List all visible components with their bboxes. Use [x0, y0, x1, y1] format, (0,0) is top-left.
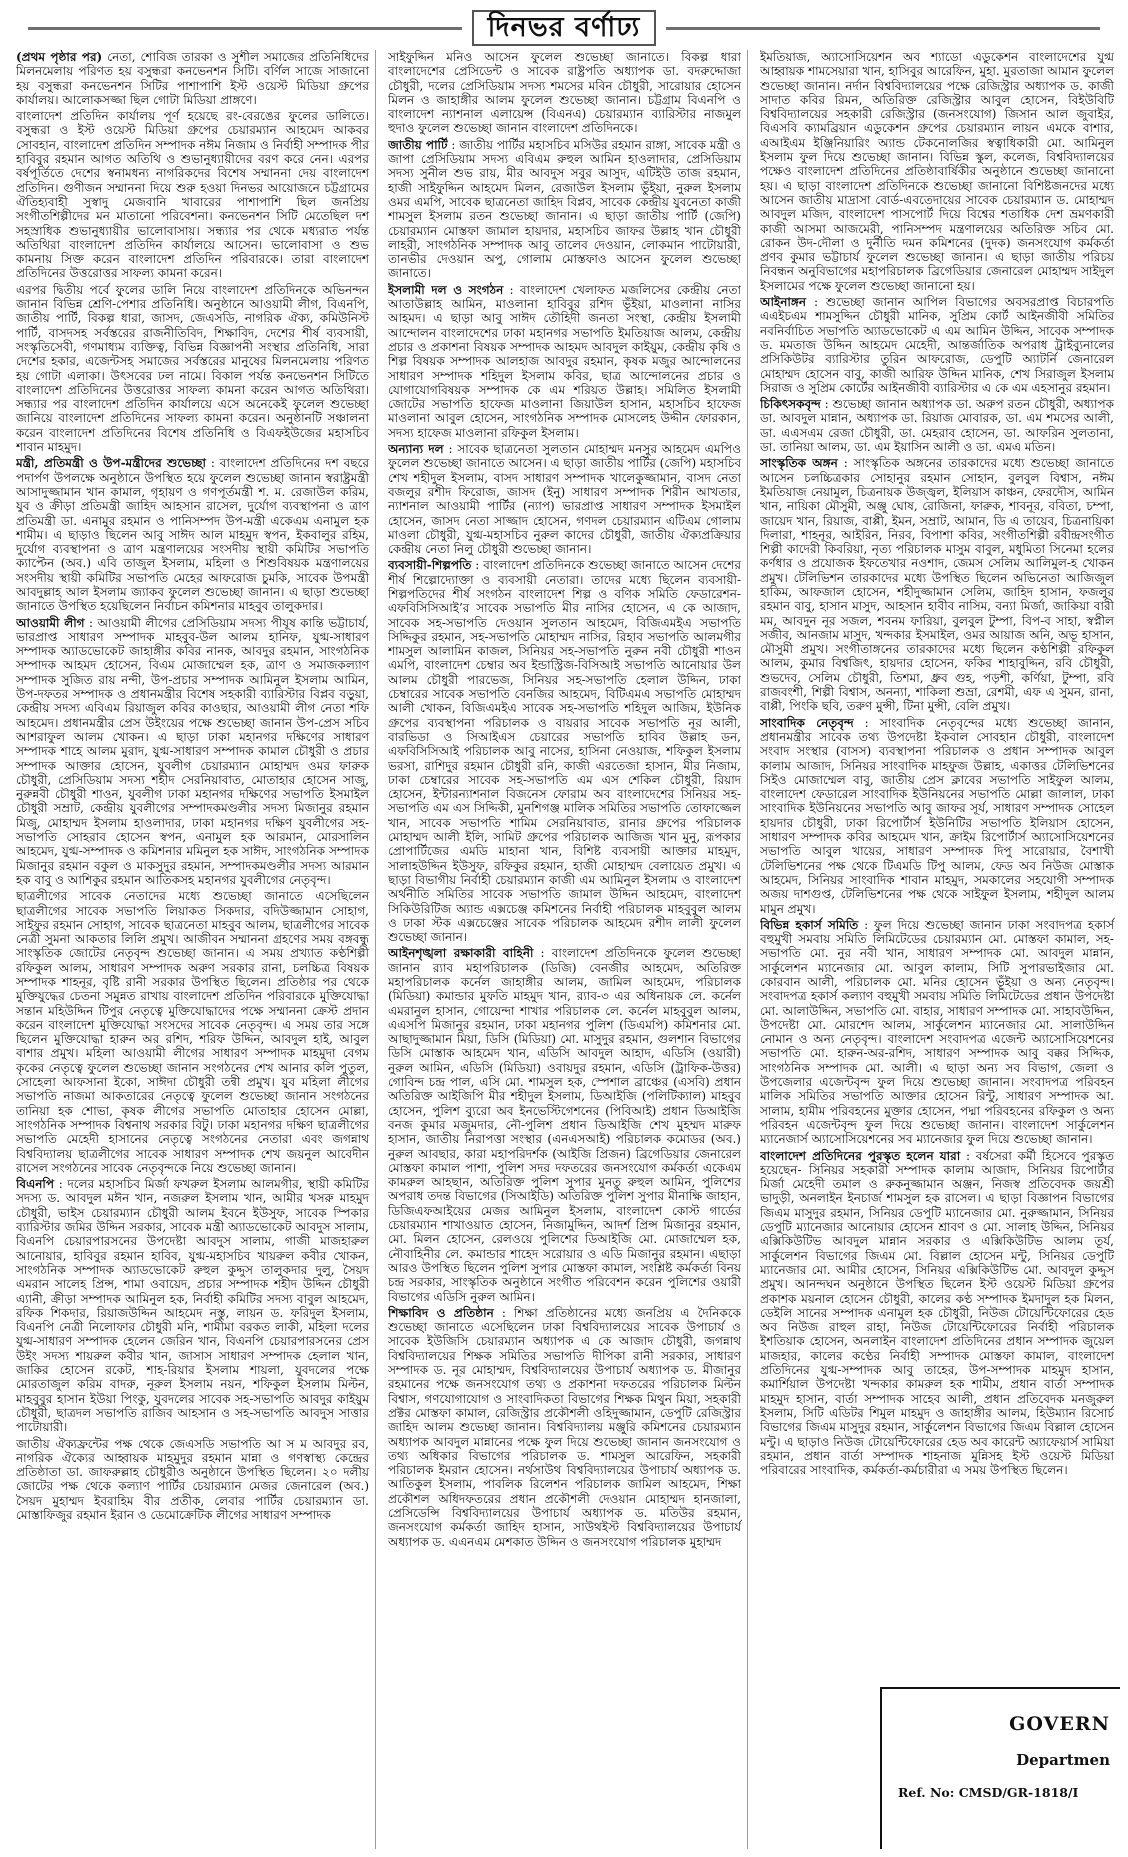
paragraph: বিভিন্ন হকার্স সমিতি : ফুল দিয়ে শুভেচ্ছা জানান ঢাকা সংবাদপত্র হকার্স বহুমুখী সমবায় সমিতি লিমিটেডের চেয়ারম্যান মো. মোস্তফা কামাল, সহ-সভাপতি মো. নুর নবী খান, সাধারণ সম্পাদক মো. আবদুল মান্নান, সার্কুলেশন ম্যানেজার মো. আবুল কালাম, সিটি সুপারভাইজার মো. কোরবান আলী, পরিচালক মো. মনির হোসেন ভূঁইয়া ও অন্য নেতৃবৃন্দ। সংবাদপত্র হকার্স কল্যাণ বহুমুখী সমবায় সমিতি লিমিটেডের প্রধান উপদেষ্টা মো. আলাউদ্দিন, সভাপতি মো. বাহার, সাধারণ সম্পাদক মো. সাহাবউদ্দিন, উপদেষ্টা মো. মোরশেদ আলম, সার্কুলেশন ম্যানেজার মো. সালাউদ্দিন নোমান ও অন্য নেতৃবৃন্দ। বাংলাদেশ সংবাদপত্র এজেন্ট অ্যাসোসিয়েশনের সভাপতি মো. হারুন-অর-রশিদ, সাধারণ সম্পাদক আবু বক্কর সিদ্দিক, সাংগঠনিক সম্পাদক মো. আলী। এ ছাড়া অন্য সব বিভাগ, জেলা ও উপজেলার এজেন্টবৃন্দ ফুল দিয়ে শুভেচ্ছা জানান। সংবাদপত্র পরিবহন মালিক সমিতির সভাপতি আক্তার হোসেন রিন্টু, সাধারণ সম্পাদক আ. সালাম, হামীম পরিবহনের মুক্তার হোসেন, পদ্মা পরিবহনের রফিকুল ও অন্য পরিবহন এজেন্টবৃন্দ ফুল দিয়ে শুভেচ্ছা জানান। বাংলাদেশ সার্কুলেশন ম্যানেজার্স অ্যাসোসিয়েশনের সব ম্যানেজার ফুল দিয়ে শুভেচ্ছা জানান।	[760, 917, 1115, 1147]
paragraph: আইনাঙ্গন : শুভেচ্ছা জানান আপিল বিভাগের অবসরপ্রাপ্ত বিচারপতি এএইচএম শামসুদ্দিন চৌধুরী মানিক, সুপ্রিম কোর্ট আইনজীবী সমিতির নবনির্বাচিত সভাপতি অ্যাডভোকেট এ এম আমিন উদ্দিন, সাবেক সম্পাদক ড. মমতাজ উদ্দিন আহমেদ মেহেদী, আন্তর্জাতিক অপরাধ ট্রাইব্যুনালের প্রসিকিউটর ব্যারিস্টার তুরিন আফরোজ, ডেপুটি অ্যাটর্নি জেনারেল মোহাম্মদ হোসেন বাবু, কাজী আরিফ উদ্দিন মানিক, শেখ সিরাজুল ইসলাম সিরাজ ও সুপ্রিম কোর্টের আইনজীবী ব্যারিস্টার এ কে এম এহসানুর রহমান।	[760, 295, 1114, 395]
paragraph: ব্যবসায়ী-শিল্পপতি : বাংলাদেশ প্রতিদিনকে শুভেচ্ছা জানাতে আসেন দেশের শীর্ষ শিল্পোদ্যোক্তা ও ব্যবসায়ী নেতারা। তাদের মধ্যে ছিলেন ব্যবসায়ী-শিল্পপতিদের শীর্ষ সংগঠন বাংলাদেশ শিল্প ও বণিক সমিতি ফেডারেশন-এফবিসিসিআই’র সাবেক সভাপতি মীর নাসির হোসেন, এ কে আজাদ, সাবেক সহ-সভাপতি দেওয়ান সুলতান আহমেদ, বিজিএমইএ সভাপতি সিদ্দিকুর রহমান, সহ-সভাপতি মোহাম্মদ নাসির, রিহাব সভাপতি আলমগীর শামসুল আলামিন কাজল, সিনিয়র সহ-সভাপতি নুরুন নবী চৌধুরী শাওন এমপি, বাংলাদেশ চেম্বার অব ইন্ডাস্ট্রিজ-বিসিআই সভাপতি আনোয়ার উল আলম চৌধুরী পারভেজ, সিনিয়র সহ-সভাপতি হেলাল উদ্দিন, ঢাকা চেম্বারের সাবেক সভাপতি বেনজির আহমেদ, বিটিএমএ সভাপতি মোহাম্মদ আলী খোকন, বিজিএমইএ সাবেক সহ-সভাপতি শহিদুল আজিম, ইউনিক গ্রুপের ব্যবস্থাপনা পরিচালক ও বায়রার সাবেক সভাপতি নূর আলী, বারভিডা ও সিআইএস চেয়ারের সভাপতি হাবিব উল্লাহ ডন, এফবিসিসিআই পরিচালক আবু নাসের, হাসিনা নেওয়াজ, শফিকুল ইসলাম ভরসা, রাশিদুর রহমান চৌধুরী রনি, কাজী এরতেজা হাসান, মীর নিজাম, ঢাকা চেম্বারের সাবেক সহ-সভাপতি এম এস শেকিল চৌধুরী, রিয়াদ হোসেন, ইন্টারন্যাশনাল বিজনেস ফোরাম অব বাংলাদেশের সিনিয়র সহ-সভাপতি এম এস সিদ্দিকী, মুনশিগঞ্জ মালিক সমিতির সভাপতি তোফাজ্জেল খান, সাবেক সভাপতি শামিম সেরনিয়াবাত, রানার গ্রুপের পরিচালক মোহাম্মদ আলী ইলি, সামিট গ্রুপের পরিচালক আজিজ খান মুনু, রূপকার প্রোপার্টিজের এমডি মাহানা খান, বিশিষ্ট ব্যবসায়ী আক্তার মাহমুদ, সালাহউদ্দিন ইউসুফ, রফিকুর রহমান, হাজী মোহাম্মদ বেলায়েত প্রমুখ। এ ছাড়া বিভাগীয় নির্বাহী চেয়ারম্যান কাজী এম আমিনুল ইসলাম ও বাংলাদেশ অর্থনীতি সমিতির সাবেক সভাপতি জামাল উদ্দিন আহমেদ, বাংলাদেশ সিকিউরিটিজ অ্যান্ড এক্সচেঞ্জ কমিশনের নির্বাহী পরিচালক মাহবুবুল আলম ও ঢাকা স্টক এক্সচেঞ্জের সাবেক পরিচালক আহমেদ রশীদ লালী ফুলেল শুভেচ্ছা জানান।	[388, 558, 741, 945]
notice-ref: Ref. No: CMSD/GR-1818/I	[898, 1785, 1079, 1800]
paragraph: সাইফুদ্দিন মনিও আসেন ফুলেল শুভেচ্ছা জানাতে। বিকল্প ধারা বাংলাদেশের প্রেসিডেন্ট ও সাবেক রাষ্ট্রপতি অধ্যাপক ডা. বদরুদ্দোজা চৌধুরী, দলের প্রেসিডিয়াম সদস্য শমসের মবিন চৌধুরী, সারোয়ার হোসেন মিলন ও জাহাঙ্গীর আলম ফুলেল শুভেচ্ছা জানান। চট্টগ্রাম বিএনপি ও বাংলাদেশ ন্যাশনাল এলায়েন্স (বিএনএ) চেয়ারম্যান ব্যারিস্টার নাজমুল হুদাও ফুলেল শুভেচ্ছা জানান বাংলাদেশ প্রতিদিনকে।	[388, 50, 741, 136]
section-label: ব্যবসায়ী-শিল্পপতি	[388, 558, 472, 573]
column-3	[760, 50, 1120, 1849]
section-masthead	[18, 10, 1110, 46]
paragraph: (প্রথম পৃষ্ঠার পর) নেতা, শোবিজ তারকা ও সুশীল সমাজের প্রতিনিধিদের মিলনমেলায় পরিণত হয় বসুন্ধরা কনভেনশন সিটি। বর্ণিল সাজে সাজানো হয় বসুন্ধরা কনভেনশন সিটির পাশাপাশি ইস্ট ওয়েস্ট মিডিয়া গ্রুপের কার্যালয়। আলোকসজ্জা ছিল গোটা মিডিয়া প্রাঙ্গণে।	[16, 50, 369, 107]
paragraph: আওয়ামী লীগ : আওয়ামী লীগের প্রেসিডিয়াম সদস্য পীযূষ কান্তি ভট্টাচার্য, ভারপ্রাপ্ত সাধারণ সম্পাদক মাহবুব-উল আলম হানিফ, যুগ্ম-সাধারণ সম্পাদক অ্যাডভোকেট জাহাঙ্গীর কবির নানক, আবদুর রহমান, সাংগঠনিক সম্পাদক আহমদ হোসেন, বিএম মোজাম্মেল হক, ত্রাণ ও সমাজকল্যাণ সম্পাদক সুজিত রায় নন্দী, উপ-প্রচার সম্পাদক আমিনুল ইসলাম আমিন, উপ-দফতর সম্পাদক ও প্রধানমন্ত্রীর বিশেষ সহকারী ব্যারিস্টার বিপ্লব বড়ুয়া, কেন্দ্রীয় সদস্য এবিএম রিয়াজুল কবির কাওছার, আওয়ামী লীগ নেতা শফি আহমেদ। প্রধানমন্ত্রীর প্রেস উইংয়ের পক্ষে শুভেচ্ছা জানান উপ-প্রেস সচিব আশরাফুল আলম খোকন। এ ছাড়া ঢাকা মহানগর দক্ষিণের সাধারণ সম্পাদক শাহে আলম মুরাদ, যুগ্ম-সাধারণ সম্পাদক কামাল চৌধুরী ও প্রচার সম্পাদক আক্তার হোসেন, যুবলীগ চেয়ারম্যান মোহাম্মদ ওমর ফারুক চৌধুরী, প্রেসিডিয়াম সদস্য শহীদ সেরনিয়াবাত, মোতাহার হোসেন সাজু, নুরুন্নবী চৌধুরী শাওন, যুবলীগ ঢাকা মহানগর দক্ষিণের সভাপতি ইসমাইল চৌধুরী সম্রাট, কেন্দ্রীয় যুবলীগের সম্পাদকমণ্ডলীর সদস্য মিজানুর রহমান মিজু, মোহাম্মদ ইসলাম হাওলাদার, ঢাকা মহানগর দক্ষিণ যুবলীগের সহ-সভাপতি সোহরাব হোসেন স্বপন, এনামুল হক আরমান, মোরসালিন আহমেদ, যুগ্ম-সম্পাদক ও কমিশনার মমিনুল হক সাঈদ, সাংগঠনিক সম্পাদক মিজানুর রহমান বকুল ও মাকসুদুর রহমান, সম্পাদকমণ্ডলীর সদস্য আরমান হক বাবু ও আশিকুর রহমান আতিকসহ মহানগর যুবলীগের নেতৃবৃন্দ।	[16, 615, 369, 887]
paragraph: আইনশৃঙ্খলা রক্ষাকারী বাহিনী : বাংলাদেশ প্রতিদিনকে ফুলেল শুভেচ্ছা জানান র‌্যাব মহাপরিচালক (ডিজি) বেনজীর আহমেদ, অতিরিক্ত মহাপরিচালক কর্নেল জাহাঙ্গীর আলম, জামিল আহমেদ, পরিচালক (মিডিয়া) কমান্ডার মুফতি মাহমুদ খান, র‌্যাব-৩ এর অধিনায়ক লে. কর্নেল এমরানুল হাসান, গোয়েন্দা শাখার পরিচালক লে. কর্নেল মাহবুবুল আলম, এএসপি মিজানুর রহমান, ঢাকা মহানগর পুলিশ (ডিএমপি) কমিশনার মো. আছাদুজ্জামান মিয়া, ডিসি (মিডিয়া) মো. মাসুদুর রহমান, গুলশান বিভাগের ডিসি মোস্তাক আহমেদ খান, এডিসি আবদুল আহাদ, এডিসি (ওয়ারী) নুরুল আমিন, এডিসি (মিডিয়া) ওবায়দুর রহমান, এডিসি (ট্রাফিক-উত্তর) গোবিন্দ চন্দ্র পাল, এসি মো. শামসুল হক, স্পেশাল ব্রাঞ্চের (এসবি) প্রধান অতিরিক্ত আইজিপি মীর শহীদুল ইসলাম, ডিআইজি (পলিটিক্যাল) মাহবুব হোসেন, পুলিশ ব্যুরো অব ইনভেস্টিগেশনের (পিবিআই) প্রধান ডিআইজি বনজ কুমার মজুমদার, নৌ-পুলিশ প্রধান ডিআইজি শেখ মুহম্মদ মারুফ হাসান, জাতীয় নিরাপত্তা সংস্থার (এনএসআই) পরিচালক কমোডর (অব.) নুরুল আবছার, কারা মহাপরিদর্শক (আইজি প্রিজন) ব্রিগেডিয়ার জেনারেল মোস্তফা কামাল পাশা, পুলিশ সদর দফতরের জনসংযোগ কর্মকর্তা একেএম কামরুল আহছান, অতিরিক্ত পুলিশ সুপার মুনতু রুহুল আমিন, পুলিশের অপরাধ তদন্ত বিভাগের (সিআইডি) অতিরিক্ত পুলিশ সুপার মীনাক্ষি জাহান, ডিজিএফআইয়ের মেজর আমিনুল ইসলাম, বাংলাদেশ কোস্ট গার্ডের চেয়ারম্যান শাখাওয়াত হোসেন, নিজামুদ্দিন, আদর্শ প্রিন্স মিজানুর রহমান, মো. মিলন হোসেন, রেলওয়ে পুলিশের ডিআইজি মো. মোজাম্মেল হক, নৌবাহিনীর লে. কমান্ডার শাহেদ সরোয়ার ও এডি মিজানুর রহমান। এছাড়া আরও উপস্থিত ছিলেন পুলিশ সুপার মোস্তফা কামাল, সংশ্লিষ্ট কর্মকর্তা বিনয় চন্দ্র সরকার, সাংস্কৃতিক অনুষ্ঠানে সংগীত পরিবেশন করেন পুলিশের ওয়ারী বিভাগের এডিসি নুরুল আমিন।	[388, 946, 742, 1304]
paragraph: ইমতিয়াজ, অ্যাসোসিয়েশন অব শ্যাডো এডুকেশন বাংলাদেশের যুগ্ম আহ্বায়ক শামসেয়ারা খান, হাসিবুর আরেফিন, মুহা. মুরতাজা আমান ফুলেল শুভেচ্ছা জানান। নর্দান বিশ্ববিদ্যালয়ের পক্ষে রেজিস্ট্রার অধ্যাপক ড. কাজী সাদাত কবির রিমন, অতিরিক্ত রেজিস্ট্রার আবুল হোসেন, বিইউবিটি বিশ্ববিদ্যালয়ের সহকারী রেজিস্ট্রার (জনসংযোগ) জিসান আল জুবাইর, বিএসবি ক্যামব্রিয়ান এডুকেশন গ্রুপের চেয়ারম্যান লায়ন এমকে বাশার, এআইএম ইঞ্জিনিয়ারিং অ্যান্ড টেকনোলজির স্বত্বাধিকারী মো. আমিনুল ইসলাম ফুল দিয়ে শুভেচ্ছা জানান। বিভিন্ন স্কুল, কলেজ, বিশ্ববিদ্যালয়ের পক্ষেও বাংলাদেশ প্রতিদিনের প্রতিষ্ঠাবার্ষিকীর অনুষ্ঠানে শুভেচ্ছা জানানো হয়। এ ছাড়া বাংলাদেশ প্রতিদিনকে শুভেচ্ছা জানানো বিশিষ্টজনদের মধ্যে আসেন জাতীয় মাদ্রাসা বোর্ড-এবতেদায়ের সাবেক চেয়ারম্যান ড. মোহাম্মদ আবদুল মজিদ, বাংলাদেশ পাসপোর্ট দিয়ে বিশ্বের শতাধিক দেশ ভ্রমণকারী কাজী আসমা আজমেরী, পানিসম্পদ মন্ত্রণালয়ের অতিরিক্ত সচিব মো. রোকন উদ-দৌলা ও দুর্নীতি দমন কমিশনের (দুদক) জনসংযোগ কর্মকর্তা প্রণব কুমার ভট্টাচার্য ফুলেল শুভেচ্ছা জানান। এ ছাড়া জাতীয় পরিচয় নিবন্ধন অনুবিভাগের মহাপরিচালক ব্রিগেডিয়ার জেনারেল মোহাম্মদ সাইদুল ইসলামের পক্ষে ফুলেল শুভেচ্ছা জানানো হয়।	[760, 50, 1114, 293]
section-label: চিকিৎসকবৃন্দ	[760, 397, 821, 412]
paragraph: মন্ত্রী, প্রতিমন্ত্রী ও উপ-মন্ত্রীদের শুভেচ্ছা : বাংলাদেশ প্রতিদিনের দশ বছরে পদার্পণ উপলক্ষে অনুষ্ঠানে উপস্থিত হয়ে ফুলেল শুভেচ্ছা জানান স্বরাষ্ট্রমন্ত্রী আসাদুজ্জামান খান কামাল, গৃহায়ণ ও গণপূর্তমন্ত্রী শ. ম. রেজাউল করিম, যুব ও ক্রীড়া প্রতিমন্ত্রী জাহিদ আহসান রাসেল, দুর্যোগ ব্যবস্থাপনা ও ত্রাণ প্রতিমন্ত্রী ডা. এনামুর রহমান ও পানিসম্পদ উপ-মন্ত্রী একেএম এনামুল হক শামীম। এ ছাড়াও ছিলেন আবু সাঈদ আল মাহমুদ স্বপন, ইকবালুর রহিম, দুর্যোগ ব্যবস্থাপনা ও ত্রাণ মন্ত্রণালয়ের সংসদীয় স্থায়ী কমিটির সভাপতি ক্যাপ্টেন (অব.) এবি তাজুল ইসলাম, মহিলা ও শিশুবিষয়ক মন্ত্রণালয়ের সংসদীয় স্থায়ী কমিটির সভাপতি মেহের আফরোজ চুমকি, সাবেক উপমন্ত্রী আবদুল্লাহ আল ইসলাম জ্যাকব ফুলেল শুভেচ্ছা জানান। এ ছাড়া শুভেচ্ছা জানাতে উপস্থিত হয়েছিলেন নির্বাচন কমিশনার মাহবুব তালুকদার।	[16, 456, 369, 614]
column-2	[388, 50, 748, 1849]
paragraph: শিক্ষাবিদ ও প্রতিষ্ঠান : শিক্ষা প্রতিষ্ঠানের মধ্যে জনপ্রিয় এ দৈনিককে শুভেচ্ছা জানাতে এসেছিলেন ঢাকা বিশ্ববিদ্যালয়ের সাবেক উপাচার্য ও সাবেক ইউজিসি চেয়ারম্যান অধ্যাপক এ কে আজাদ চৌধুরী, জগন্নাথ বিশ্ববিদ্যালয়ের শিক্ষক সমিতির সভাপতি দীপিকা রানী সরকার, সাধারণ সম্পাদক ড. নূর মোহাম্মদ, বিশ্ববিদ্যালয়ের উপাচার্য অধ্যাপক ড. মীজানুর রহমানের পক্ষে জনসংযোগ তথ্য ও প্রকাশনা দফতরের পরিচালক মিল্টন বিশ্বাস, গণযোগাযোগ ও সাংবাদিকতা বিভাগের শিক্ষক মিথুন মিয়া, সহকারী প্রক্টর মোস্তফা কামাল, রেজিস্ট্রার প্রকৌশলী ওহিদুজ্জামান, ডেপুটি রেজিস্ট্রার জাহিদ আলম শুভেচ্ছা জানান। বিশ্ববিদ্যালয় মঞ্জুরি কমিশনের চেয়ারম্যান অধ্যাপক আবদুল মান্নানের পক্ষে ফুল দিয়ে শুভেচ্ছা জানান জনসংযোগ ও তথ্য অধিকার বিভাগের পরিচালক ড. শামসুল আরেফিন, সহকারী পরিচালক ইমরান হোসেন। নর্থসাউথ বিশ্ববিদ্যালয়ের উপাচার্য অধ্যাপক ড. আতিকুল ইসলাম, পাবলিক রিলেশন পরিচালক জামিল আহমেদ, শিক্ষা প্রকৌশল অধিদফতরের প্রধান প্রকৌশলী দেওয়ান মোহাম্মদ হানজালা, প্রেসিডেন্সি বিশ্ববিদ্যালয়ের উপাচার্য অধ্যাপক ড. মতিউর রহমান, জনসংযোগ কর্মকর্তা জাহিদ হাসান, সাউথইস্ট বিশ্ববিদ্যালয়ের উপাচার্য অধ্যাপক ড. এএনএম মেশকাত উদ্দিন ও জনসংযোগ পরিচালক মুহাম্মদ	[388, 1305, 741, 1549]
paragraph: ইসলামী দল ও সংগঠন : বাংলাদেশ খেলাফত মজলিসের কেন্দ্রীয় নেতা আতাউল্লাহ আমিন, মাওলানা হাবিবুর রশিদ ভূঁইয়া, মাওলানা নাসির আহমদ। এ ছাড়া আবু সাঈদ তৌহিদী জনতা সংস্থা, কেন্দ্রীয় ইসলামী আন্দোলন বাংলাদেশের ঢাকা মহানগর সভাপতি ইমতিয়াজ আলম, কেন্দ্রীয় প্রচার ও প্রকাশনা বিষয়ক সম্পাদক আহমদ আবদুল কাইয়ুম, কেন্দ্রীয় কৃষি ও শিল্প বিষয়ক সম্পাদক আলহাজ আবদুর রহমান, কৃষক মজুর আন্দোলনের সাধারণ সম্পাদক শহিদুল ইসলাম কবির, ছাত্র আন্দোলনের প্রচার ও যোগাযোগবিষয়ক সম্পাদক কে এম শরিয়ত উল্লাহ। সমিলিত ইসলামী জোটের সভাপতি হাফেজ মাওলানা জিয়াউল হাসান, মহাসচিব হাফেজ মাওলানা আবুল হোসেন, সাংগঠনিক সম্পাদক মোসলেহ উদ্দীন ফোরকান, সদস্য হাফেজ মাওলানা রফিকুল ইসলাম।	[388, 282, 741, 440]
headline: দিনভর বর্ণাঢ্য	[472, 10, 657, 46]
section-label: বিএনপি	[16, 1177, 54, 1192]
section-label: সাংবাদিক নেতৃবৃন্দ	[760, 715, 854, 730]
paragraph: বিএনপি : দলের মহাসচিব মির্জা ফখরুল ইসলাম আলমগীর, স্থায়ী কমিটির সদস্য ড. আবদুল মঈন খান, নজরুল ইসলাম খান, আমীর খসরু মাহমুদ চৌধুরী, ভাইস চেয়ারম্যান চৌধুরী আলম ইবনে ইউসুফ, সাবেক স্পিকার ব্যারিস্টার জমির উদ্দিন সরকার, সাবেক মন্ত্রী অ্যাডভোকেট আবদুস সালাম, বিএনপি চেয়ারপারসনের উপদেষ্টা আবদুস সালাম, গাজী মাজহারুল আনোয়ার, হাবিবুর রহমান হাবিব, যুগ্ম-মহাসচিব খায়রুল কবীর খোকন, সাংগঠনিক সম্পাদক অ্যাডভোকেট রুহুল কুদ্দুস তালুকদার দুলু, সৈয়দ এমরান সালেহ প্রিন্স, শামা ওবায়েদ, প্রচার সম্পাদক শহীদ উদ্দিন চৌধুরী এ্যানী, ক্রীড়া সম্পাদক আমিনুল হক, নির্বাহী কমিটির সদস্য বাবুল আহমেদ, রফিক শিকদার, রিয়াজউদ্দিন আহমেদ নস্তু, লায়ন ড. ফরিদুল ইসলাম, বিএনপি নেত্রী নিলোফার চৌধুরী মনি, শামীমা বরকত লাকী, মহিলা দলের যুগ্ম-সাধারণ সম্পাদক হেলেন জেরিন খান, বিএনপি চেয়ারপারসনের প্রেস উইং সদস্য শায়রুল কবীর খান, জাসাস সাধারণ সম্পাদক হেলাল খান, জাকির হোসেন রকেট, শাহ-রিয়ার ইসলাম শায়লা, যুবদলের পক্ষে মোরতাজুল করিম বাদরু, নূরুল ইসলাম নয়ন, শফিকুল ইসলাম মিল্টন, মাহবুবুর হাসান ইউয়া পিংকু, যুবদলের সাবেক সহ-সভাপতি আবদুর কাইয়ুম চৌধুরী, ছাত্রদল সভাপতি রাজিব আহসান ও সহ-সভাপতি আবদুস সাত্তার পাটোয়ারী।	[16, 1177, 369, 1435]
section-label: সাংস্কৃতিক অঙ্গন	[760, 456, 838, 471]
paragraph: বাংলাদেশ প্রতিদিন কার্যালয় পূর্ণ হয়েছে রং-বেরঙের ফুলের ডালিতে। বসুন্ধরা ও ইস্ট ওয়েস্ট মিডিয়া গ্রুপের চেয়ারম্যান আহমেদ আকবর সোবহান, বাংলাদেশ প্রতিদিন সম্পাদক নঈম নিজাম ও নির্বাহী সম্পাদক পীর হাবিবুর রহমান আগত অতিথি ও শুভানুধ্যায়ীদের বরণ করে নেন। এরপর বর্ষপূর্তিতে দেশের স্বনামধন্য নাগরিকদের বিশেষ সম্মাননা দেয় বাংলাদেশ প্রতিদিন। গুণীজন সম্মাননা দিয়ে শুরু হওয়া দিনভর আয়োজনে চট্টগ্রামের ঐতিহ্যবাহী সুস্বাদু মেজবানি খাবারের পাশাপাশি ছিল জনপ্রিয় সংগীতশিল্পীদের মন মাতানো পরিবেশনা। কনভেনশন সিটি মেতেছিল দশ সহস্রাধিক শুভানুধ্যায়ীর ভালোবাসায়। সন্ধ্যার পর থেকে মধ্যরাত পর্যন্ত অতিথিরা বাংলাদেশ প্রতিদিন কার্যালয়ে আসেন। ভালোবাসা ও শুভ কামনায় সিক্ত করেন বাংলাদেশ প্রতিদিন পরিবারকে। তারা বাংলাদেশ প্রতিদিনের উত্তরোত্তর সাফল্য কামনা করেন।	[16, 109, 369, 281]
section-label: মন্ত্রী, প্রতিমন্ত্রী ও উপ-মন্ত্রীদের শুভেচ্ছা	[16, 456, 206, 471]
column-1	[16, 50, 376, 1849]
section-label: ইসলামী দল ও সংগঠন	[388, 282, 504, 297]
jump-label: (প্রথম পৃষ্ঠার পর)	[16, 50, 103, 64]
notice-department: Departmen	[1016, 1751, 1110, 1769]
section-label: অন্যান্য দল	[388, 442, 444, 457]
notice-org: GOVERN	[1009, 1713, 1110, 1735]
section-label: বাংলাদেশ প্রতিদিনের পুরস্কৃত হলেন যারা	[760, 1148, 961, 1163]
government-notice-box	[880, 1687, 1120, 1849]
paragraph: চিকিৎসকবৃন্দ : শুভেচ্ছা জানান অধ্যাপক ডা. অরুপ রতন চৌধুরী, অধ্যাপক ডা. আবদুল মান্নান, অধ্যাপক ডা. রিয়াজ মোবারক, ডা. এম শমসের আলী, ডা. এএসএম রেজা চৌধুরী, ডা. মেহরাব হোসেন, ডা. আফরিন সুলতানা, ডা. তানিয়া আলম, ডা. এম ইয়াসিন আলী ও ডা. এমএ মতিন।	[760, 397, 1114, 455]
paragraph: সাংবাদিক নেতৃবৃন্দ : সাংবাদিক নেতৃবৃন্দের মধ্যে শুভেচ্ছা জানান, প্রধানমন্ত্রীর সাবেক তথ্য উপদেষ্টা ইকবাল সোবহান চৌধুরী, বাংলাদেশ সংবাদ সংস্থার (বাসস) ব্যবস্থাপনা পরিচালক ও প্রধান সম্পাদক আবুল কালাম আজাদ, সিনিয়র সাংবাদিক মাহফুজ উল্লাহ, একাত্তর টেলিভিশনের সিইও মোজাম্মেল বাবু, জাতীয় প্রেস ক্লাবের সভাপতি সাইফুল আলম, বাংলাদেশ ফেডারেল সাংবাদিক ইউনিয়নের সভাপতি মোল্লা জালাল, ঢাকা সাংবাদিক ইউনিয়নের সভাপতি আবু জাফর সূর্য, সাধারণ সম্পাদক সোহেল হায়দার চৌধুরী, ঢাকা রিপোর্টার্স ইউনিটির সভাপতি ইলিয়াস হোসেন, সাধারণ সম্পাদক কবির আহমেদ খান, ক্রাইম রিপোর্টার্স অ্যাসোসিয়েশনের সভাপতি আবুল খায়ের, সাধারণ সম্পাদক দিপু সারোয়ার, বৈশাখী টেলিভিশনের পক্ষ থেকে টিএমডি টিপু আলম, ফেড অব নিউজ মোস্তাক আহমেদ, সিনিয়র সাংবাদিক শাবান মাহমুদ, সমকালের সহযোগী সম্পাদক অজয় দাশগুপ্ত, টেলিভিশনের পক্ষ থেকে সাইফুল ইসলাম, শহীদুল আলম মামুন প্রমুখ।	[760, 715, 1114, 916]
paragraph: জাতীয় পার্টি : জাতীয় পার্টির মহাসচিব মসিউর রহমান রাঙ্গা, সাবেক মন্ত্রী ও জাপা প্রেসিডিয়াম সদস্য এবিএম রুহুল আমিন হাওলাদার, প্রেসিডিয়াম সদস্য সুনীল শুভ রায়, মীর আবদুস সবুর আসুদ, এটিইউ তাজ রহমান, হাজী সাইফুদ্দিন আহমেদ মিলন, রেজাউল ইসলাম ভুঁইয়া, নুরুল ইসলাম ওমর এমপি, সাবেক ছাত্রনেতা জাহিদ বিপ্লব, সাবেক কেন্দ্রীয় যুবনেতা কাজী শামসুল ইসলাম রতন শুভেচ্ছা জানান। এ ছাড়া জাতীয় পার্টি (জেপি) চেয়ারম্যান মোস্তফা জামাল হায়দার, মহাসচিব জাফর উল্লাহ খান চৌধুরী লাহরী, সাংগঠনিক সম্পাদক আবু তালেব দেওয়ান, লোকমান পাটোয়ারী, তানভীর দেওয়ান অপু, গোলাম মোস্তফাও আসেন ফুলেল শুভেচ্ছা জানাতে।	[388, 137, 741, 281]
section-label: আওয়ামী লীগ	[16, 615, 85, 630]
section-label: জাতীয় পার্টি	[388, 137, 448, 152]
section-label: আইনশৃঙ্খলা রক্ষাকারী বাহিনী	[388, 946, 534, 961]
paragraph: এরপর দ্বিতীয় পর্বে ফুলের ডালি নিয়ে বাংলাদেশ প্রতিদিনকে অভিনন্দন জানান বিভিন্ন শ্রেণি-পেশার প্রতিনিধি। অনুষ্ঠানে আওয়ামী লীগ, বিএনপি, জাতীয় পার্টি, বিকল্প ধারা, জাসদ, জেএসডি, নাগরিক ঐক্য, কমিউনিস্ট পার্টি, বাসদসহ সর্বস্তরের রাজনীতিবিদ, শিক্ষাবিদ, দেশের শীর্ষ ব্যবসায়ী, সংস্কৃতিসেবী, গণমাধ্যম ব্যক্তিত্ব, বিভিন্ন বিজ্ঞাপনী সংস্থার প্রতিনিধি, সারা দেশের হকার, এজেন্টসহ সমাজের সর্বস্তরের মানুষের মিলনমেলায় পরিণত হয় গোটা এলাকা। উৎসবের ঢল নামে। বিকাল পর্যন্ত কনভেনশন সিটিতে বাংলাদেশ প্রতিদিনের উত্তরোত্তর সাফল্য কামনা করেন আগত অতিথিরা। সন্ধ্যার পর বাংলাদেশ প্রতিদিন কার্যালয়ে এসে অনেকেই ফুলেল শুভেচ্ছা জানিয়ে বাংলাদেশ প্রতিদিনের সাফল্য কামনা করেন। অনুষ্ঠানটি সঞ্চালনা করেন বাংলাদেশ প্রতিদিনের বিশেষ প্রতিনিধি ও বিএফইউজের মহাসচিব শাবান মাহমুদ।	[16, 282, 369, 455]
section-label: বিভিন্ন হকার্স সমিতি	[760, 917, 859, 932]
paragraph: বাংলাদেশ প্রতিদিনের পুরস্কৃত হলেন যারা : বর্ষসেরা কর্মী হিসেবে পুরস্কৃত হয়েছেন- সিনিয়র সহকারী সম্পাদক কালাম আজাদ, সিনিয়র রিপোর্টার মির্জা মেহেদী তমাল ও রুকনুজ্জামান অঞ্জন, নিজস্ব প্রতিবেদক জয়শ্রী ভাদুড়ী, অনলাইন ইনচার্জ শামসুল হক রাসেল। এ ছাড়া বিজ্ঞাপন বিভাগের জিএম মাসুদুর রহমান, সিনিয়র ডেপুটি ম্যানেজার মো. নুরুজ্জামান, সিনিয়র ডেপুটি ম্যানেজার আনোয়ার হোসেন শ্রাবণ ও মো. সালাহ উদ্দিন, সিনিয়র এক্সিকিউটিভ আবদুল মান্নান সরকার ও এক্সিকিউটিভ আলম তূর্য, সার্কুলেশন বিভাগের জিএম মো. বিল্লাল হোসেন মন্টু, সিনিয়র ডেপুটি ম্যানেজার মো. আমীর হোসেন, সিনিয়র এক্সিকিউটিভ মো. আবদুল কুদ্দুস প্রমুখ। আনন্দঘন অনুষ্ঠানে উপস্থিত ছিলেন ইস্ট ওয়েস্ট মিডিয়া গ্রুপের প্রকাশক ময়নাল হোসেন চৌধুরী, কালের কণ্ঠ সম্পাদক ইমদাদুল হক মিলন, ডেইলি সানের সম্পাদক এনামুল হক চৌধুরী, নিউজ টোয়েন্টিফোরের হেড অব নিউজ রাহুল রাহা, নিউজ টোয়েন্টিফোরের নির্বাহী পরিচালক ইশতিয়াক হোসেন, অনলাইন বাংলাদেশ প্রতিদিনের প্রধান সম্পাদক জুয়েল মাজহার, কালের কণ্ঠের নির্বাহী সম্পাদক মোস্তফা কামাল, বাংলাদেশ প্রতিদিনের যুগ্ম-সম্পাদক আবু তাহের, উপ-সম্পাদক মাহমুদ হাসান, কমার্শিয়াল উপদেষ্টা খন্দকার কামরুল হক শামীম, প্রধান বার্তা সম্পাদক মাহমুদ হাসান, বার্তা সম্পাদক সাহেব আলী, প্রধান প্রতিবেদক মনজুরুল ইসলাম, সিটি এডিটর শিমুল মাহমুদ ও জাহাঙ্গীর আলম, হিউম্যান রিসোর্চ বিভাগের জিএম মাসুদুর রহমান, সার্কুলেশন বিভাগের জিএম বিল্লাল হোসেন মন্টু। এ ছাড়াও নিউজ টোয়েন্টিফোরের হেড অব কারেন্ট অ্যাফেয়ার্স সামিয়া রহমান, প্রধান বার্তা সম্পাদক শাহনাজ মুন্নিসহ ইস্ট ওয়েস্ট মিডিয়া পরিবারের সাংবাদিক, কর্মকর্তা-কর্মচারীরা এ সময় উপস্থিত ছিলেন।	[760, 1148, 1115, 1478]
paragraph: জাতীয় ঐক্যফ্রন্টের পক্ষ থেকে জেএসডি সভাপতি আ স ম আবদুর রব, নাগরিক ঐক্যের আহ্বায়ক মাহমুদুর রহমান মান্না ও গণস্বাস্থ্য কেন্দ্রের প্রতিষ্ঠাতা ডা. জাফরুল্লাহ চৌধুরীও অনুষ্ঠানে উপস্থিত ছিলেন। ২০ দলীয় জোটের পক্ষ থেকে কল্যাণ পার্টির চেয়ারম্যান মেজর জেনারেল (অব.) সৈয়দ মুহাম্মদ ইবরাহিম বীর প্রতীক, লেবার পার্টির চেয়ারম্যান ডা. মোস্তাফিজুর রহমান ইরান ও ডেমোক্রেটিক লীগের সাধারণ সম্পাদক	[16, 1436, 369, 1522]
section-label: শিক্ষাবিদ ও প্রতিষ্ঠান	[388, 1305, 494, 1320]
section-label: আইনাঙ্গন	[760, 295, 807, 310]
paragraph: অন্যান্য দল : সাবেক ছাত্রনেতা সুলতান মোহাম্মদ মনসুর আহমেদ এমপিও ফুলেল শুভেচ্ছা জানাতে আসেন। এ ছাড়া জাতীয় পার্টির (জেপি) মহাসচিব শেখ শহীদুল ইসলাম, বাসদ সাধারণ সম্পাদক খালেকুজ্জামান, বাসদ নেতা বজলুর রশীদ ফিরোজ, জাসদ (ইনু) সাধারণ সম্পাদক শিরীন আখতার, ন্যাশনাল আওয়ামী পার্টির (ন্যাপ) ভারপ্রাপ্ত সাধারণ সম্পাদক ইসমাইল হোসেন, জাসদ নেতা সাজ্জাদ হোসেন, গণদল চেয়ারম্যান এটিএম গোলাম মাওলা চৌধুরী, যুগ্ম-মহাসচিব নুরুল কাদের চৌধুরী, জাতীয় ঐক্যপ্রক্রিয়ার কেন্দ্রীয় নেতা নিলু চৌধুরী শুভেচ্ছা জানান।	[388, 442, 741, 557]
paragraph: সাংস্কৃতিক অঙ্গন : সাংস্কৃতিক অঙ্গনের তারকাদের মধ্যে শুভেচ্ছা জানাতে আসেন চলচ্চিত্রকার সোহানুর রহমান সোহান, বুলবুল বিশ্বাস, নঈম ইমতিয়াজ নেয়ামুল, চিত্রনায়ক উজ্জ্বল, ইলিয়াস কাঞ্চন, ফেরদৌস, আমিন খান, নায়িকা মৌসুমী, অঞ্জু ঘোষ, রোজিনা, ফারুক, শাবনূর, ববিতা, চম্পা, জায়েদ খান, রিয়াজ, বাপ্পী, ইমন, সম্রাট, আমান, ডি এ তায়েব, চিত্রনায়িকা দিলারা, শাহনূর, আইরিন, নিরব, বিপাশা কবির, সংগীতশিল্পী রবীন্দ্রসংগীত শিল্পী কাদেরী কিবরিয়া, নৃত্য পরিচালক মাসুম বাবুল, মধুমিতা সিনেমা হলের কর্ণধার ও প্রযোজক ইফতেখার নওশাদ, জেমস সেলিম আলিমুল-হ খোকন প্রমুখ। টেলিভিশন তারকাদের মধ্যে উপস্থিত ছিলেন অভিনেতা আজিজুল হাকিম, আফজাল হোসেন, শহীদুজ্জামান সেলিম, জাহিদ হাসান, ফজলুর রহমান বাবু, হাসান মাসুদ, আহসান হাবীব নাসিম, বন্যা মির্জা, জাকিয়া বারী মম, আবদুন নূর সজল, শবনম ফারিয়া, বুলবুল টুম্পা, বিপ-ব সাহা, স্বপ্নীল সজীব, আনজাম মাসুদ, খন্দকার ইসমাইল, ওমর আয়াজ অনি, অভূ হাসান, মৌসুমী প্রমুখ। সংগীতাঙ্গনের তারকাদের মধ্যে ছিলেন কণ্ঠশিল্পী রফিকুল আলম, কুমার বিশ্বজিৎ, হায়দার হোসেন, ফকির শাহাবুদ্দিন, রবি চৌধুরী, শুভদেব, সেলিম চৌধুরী, তিশমা, ধ্রুব গুহ, পড়শী, কর্ণিয়া, টুম্পা, রবি রাজবংশী, শিল্পী বিশ্বাস, অনন্যা, শাকিলা শুভ্রা, রেশমী, এফ এ সুমন, রানা, বাপ্পী, পিংকি ছবি, তরুণ মুন্সী, টিনা মুন্সী, বেলি প্রমুখ।	[760, 456, 1114, 714]
paragraph: ছাত্রলীগের সাবেক নেতাদের মধ্যে শুভেচ্ছা জানাতে এসেছিলেন ছাত্রলীগের সাবেক সভাপতি লিয়াকত সিকদার, বদিউজ্জামান সোহাগ, সাইফুর রহমান সোহাগ, সাবেক ছাত্রনেতা মাহবুব আলম, ছাত্রলীগের সাবেক নেত্রী সুমনা আকতার লিলি প্রমুখ। আজীবন সম্মাননা গ্রহণের সময় বঙ্গবন্ধু সাংস্কৃতিক জোটের নেতৃবৃন্দ শুভেচ্ছা জানান। এ সময় প্রখ্যাত কণ্ঠশিল্পী রফিকুল আলম, সাধারণ সম্পাদক অরুণ সরকার রানা, চলচ্চিত্র বিষয়ক সম্পাদক শাহনূর, বৃষ্টি রানী সরকার উপস্থিত ছিলেন। প্রতিষ্ঠার পর থেকে মুক্তিযুদ্ধের চেতনা সমুন্নত রাখায় বাংলাদেশ প্রতিদিন পরিবারকে মুক্তিযোদ্ধা সন্তান মহিউদ্দিন টিপুর নেতৃত্বে মুক্তিযোদ্ধাদের পক্ষে সম্মাননা ক্রেস্ট প্রদান করেন বাংলাদেশ মুক্তিযোদ্ধা সংসদের সাবেক নেতৃবৃন্দ। এ সময় তার সঙ্গে ছিলেন মুক্তিযোদ্ধা হারুন অর রশিদ, শরিফ উদ্দিন, আবদুল হাই, আবুল বাশার প্রমুখ। মহিলা আওয়ামী লীগের সাধারণ সম্পাদক মাহমুদা বেগম কৃকের নেতৃত্বে ফুলেল শুভেচ্ছা জানান সংগঠনের শেখ আনার কলি পুতুল, সোহেলা আফসানা ইকো, সাঈদা চৌধুরী তন্বী প্রমুখ। যুব মহিলা লীগের সভাপতি নাজমা আকতারের নেতৃত্বে ফুলেল শুভেচ্ছা জানান সংগঠনের তানিয়া হক শোভা, কৃষক লীগের সভাপতি মোতাহার হোসেন মোল্লা, সাংগঠনিক সম্পাদক বিশ্বনাথ সরকার বিটু। ঢাকা মহানগর দক্ষিণ ছাত্রলীগের সভাপতি মেহেদী হাসানের নেতৃত্বে সংগঠনের নেতারা এবং জগন্নাথ বিশ্ববিদ্যালয় ছাত্রলীগের সাবেক সাধারণ সম্পাদক শেখ জয়নুল আবেদীন রাসেল সংগঠনের সাবেক নেতৃবৃন্দকে নিয়ে শুভেচ্ছা জানান।	[16, 889, 369, 1175]
article-columns	[16, 50, 1120, 1849]
